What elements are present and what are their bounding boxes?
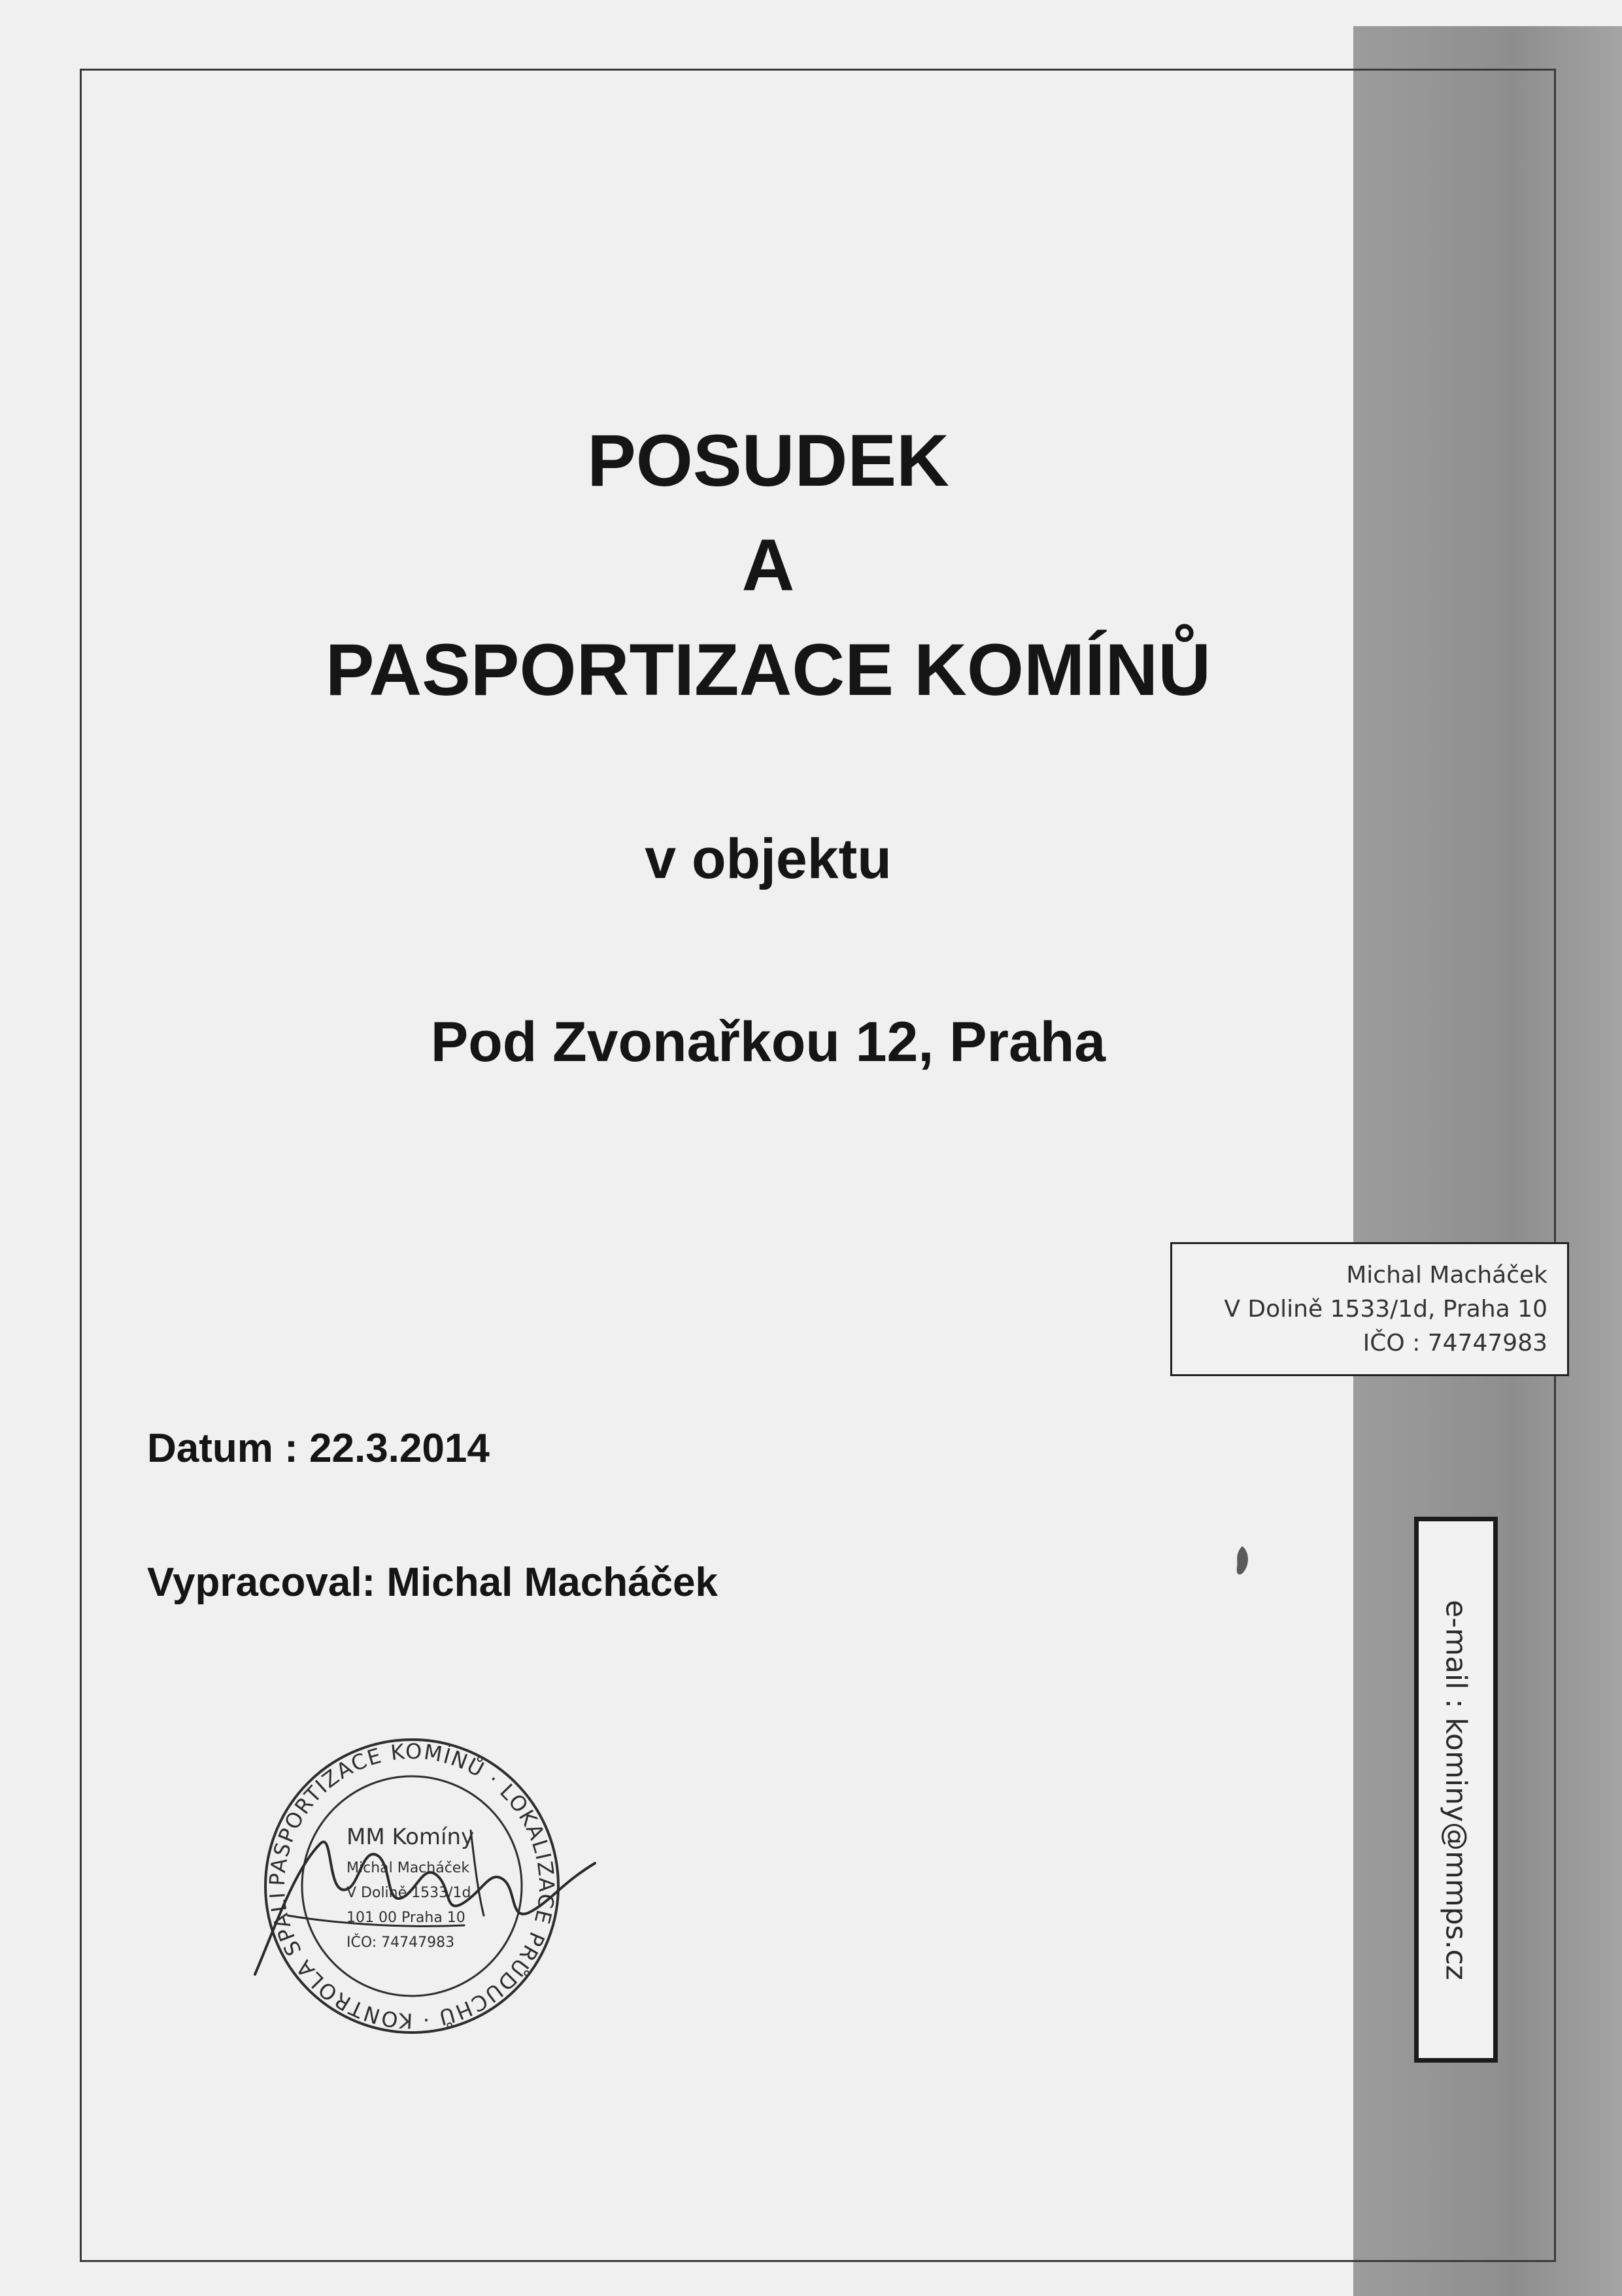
stamp-ring-text: PASPORTIZACE KOMÍNŮ · LOKALIZACE PRŮDUCHŮ · KONTROLA SPALI (264, 1738, 560, 2034)
title-line-2: A (741, 524, 795, 606)
stamp-city: 101 00 Praha 10 (346, 1910, 465, 1926)
contact-street: V Dolině 1533/1d, Praha 10 (1224, 1296, 1547, 1323)
stamp-ico: IČO: 74747983 (346, 1934, 455, 1951)
stamp-name: Michal Macháček (346, 1860, 470, 1876)
object-address: Pod Zvonařkou 12, Praha (430, 1011, 1106, 1073)
signature-icon (248, 1765, 601, 1981)
stamp-company: MM Komíny (346, 1824, 475, 1850)
contact-ico: IČO : 74747983 (1362, 1330, 1547, 1357)
email-text: e-mail : kominy@mmps.cz (1439, 1599, 1473, 1980)
author-line: Vypracoval: Michal Macháček (147, 1560, 718, 1605)
ink-speck-icon (1229, 1543, 1255, 1582)
contact-box (1170, 1242, 1569, 1376)
title-line-3: PASPORTIZACE KOMÍNŮ (325, 629, 1211, 711)
email-box (1414, 1517, 1498, 2063)
stamp-street: V Dolině 1533/1d (346, 1885, 471, 1901)
title-line-1: POSUDEK (587, 420, 949, 501)
subtitle: v objektu (645, 828, 892, 890)
date-line: Datum : 22.3.2014 (147, 1426, 490, 1471)
contact-name: Michal Macháček (1346, 1262, 1547, 1289)
